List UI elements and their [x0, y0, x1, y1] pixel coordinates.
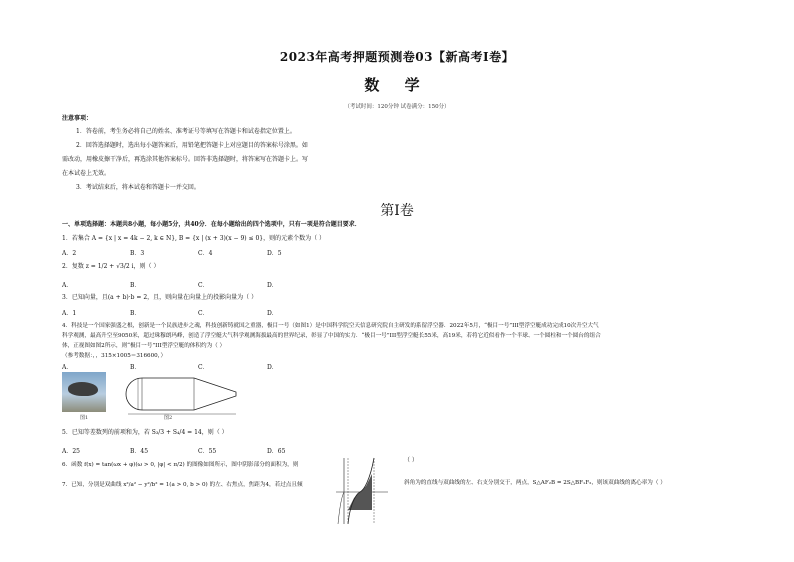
question-4-line-3: 体，正视图如图2所示，则“极目一号”III型浮空艇的体积约为（ ） — [62, 343, 226, 349]
notes-line-1: 1．答卷前，考生务必将自己的姓名、准考证号等填写在答题卡和试卷指定位置上。 — [76, 128, 296, 135]
subject-title: 数 学 — [364, 76, 430, 94]
question-3: 3．已知向量，且(a + b)·b = 2，且，则向量在向量上的投影向量为（ ） — [62, 294, 258, 301]
question-2: 2．复数 z = 1/2 + √3/2 i，则（ ） — [62, 263, 160, 270]
option-a: A．25 — [62, 448, 80, 455]
airship-shape — [68, 382, 98, 396]
option-b: B． — [130, 364, 141, 371]
figure-2-label: 图2 — [164, 415, 173, 421]
question-5: 5．已知等差数列的前项和为，若 S₃/3 + S₄/4 = 14，则（ ） — [62, 429, 228, 436]
option-c: C．55 — [198, 448, 217, 455]
volume-heading: 第Ⅰ卷 — [380, 203, 414, 219]
option-a: A． — [62, 364, 73, 371]
notes-line-3: 3．考试结束后，将本试卷和答题卡一并交回。 — [76, 184, 200, 191]
option-c: C．4 — [198, 250, 213, 257]
option-c: C． — [198, 282, 209, 289]
section-heading: 一、单项选择题：本题共8小题，每小题5分，共40分．在每小题给出的四个选项中，只有一项是符合题目要求． — [62, 221, 361, 228]
option-c: C． — [198, 310, 209, 317]
question-7-continued: 斜角为的直线与双曲线的左、右支分别交于，两点，S△AF₂B = 2S△BF₁F₂，则该双曲线的离心率为（ ） — [404, 480, 666, 486]
option-d: D． — [267, 310, 278, 317]
notes-heading: 注意事项： — [62, 115, 93, 122]
option-a: A． — [62, 282, 73, 289]
airship-front-view-diagram — [124, 372, 244, 418]
option-d: D．65 — [267, 448, 286, 455]
question-7: 7．已知，分别是双曲线 x²/a² − y²/b² = 1(a > 0, b > 0) 的左、右焦点，焦距为4，若过点且倾 — [62, 482, 303, 488]
option-b: B． — [130, 310, 141, 317]
question-6: 6．函数 f(x) = tan(ωx + φ)(ω > 0, |φ| < π/2) 的图像如图所示，图中阴影部分的面积为，则 — [62, 462, 299, 468]
figure-1-label: 图1 — [80, 415, 89, 421]
option-a: A．1 — [62, 310, 77, 317]
exam-title: 2023年高考押题预测卷03【新高考Ⅰ卷】 — [279, 50, 515, 64]
notes-line-2a: 2．回答选择题时，选出每小题答案后，用铅笔把答题卡上对应题目的答案标号涂黑。如 — [76, 142, 308, 149]
option-b: B．3 — [130, 250, 145, 257]
question-4-line-1: 4．科技是一个国家强盛之根，创新是一个民族进步之魂，科技创新铸就国之重器，极目一号（如图1）是中国科学院空天信息研究院自主研发的系留浮空器．2022年5月，“极目一号”III型浮空艇成功完成10次升空大气 — [62, 323, 599, 329]
exam-meta: （考试时间：120分钟 试卷满分：150分） — [344, 104, 450, 110]
notes-line-2b: 需改动，用橡皮擦干净后，再选涂其他答案标号。回答非选择题时，将答案写在答题卡上。写 — [62, 156, 309, 163]
question-4-line-2: 科学观测，最高升空至9050米，超过珠穆朗玛峰，创造了浮空艇大气科学观测海拔最高的世界纪录，彰显了中国的实力．“极目一号”III型浮空艇长55米，高19米，若将它近似看作一个半球、一个圆柱和一个圆台的组合 — [62, 333, 601, 339]
option-b: B．45 — [130, 448, 149, 455]
option-c: C． — [198, 364, 209, 371]
option-d: D． — [267, 364, 278, 371]
option-a: A．2 — [62, 250, 77, 257]
option-d: D．5 — [267, 250, 282, 257]
question-6-blank: （ ） — [404, 457, 418, 464]
option-b: B． — [130, 282, 141, 289]
question-1: 1．若集合 A = {x | x = 4k − 2, k ∈ N}, B = {x | (x + 3)(x − 9) ≤ 0}，则的元素个数为（ ） — [62, 235, 325, 242]
option-d: D． — [267, 282, 278, 289]
notes-line-2c: 在本试卷上无效。 — [62, 170, 111, 177]
tangent-function-graph — [334, 454, 390, 526]
question-4-reference: （参考数据：，，315×1005＝316600，） — [62, 353, 167, 359]
airship-photo — [62, 372, 106, 412]
